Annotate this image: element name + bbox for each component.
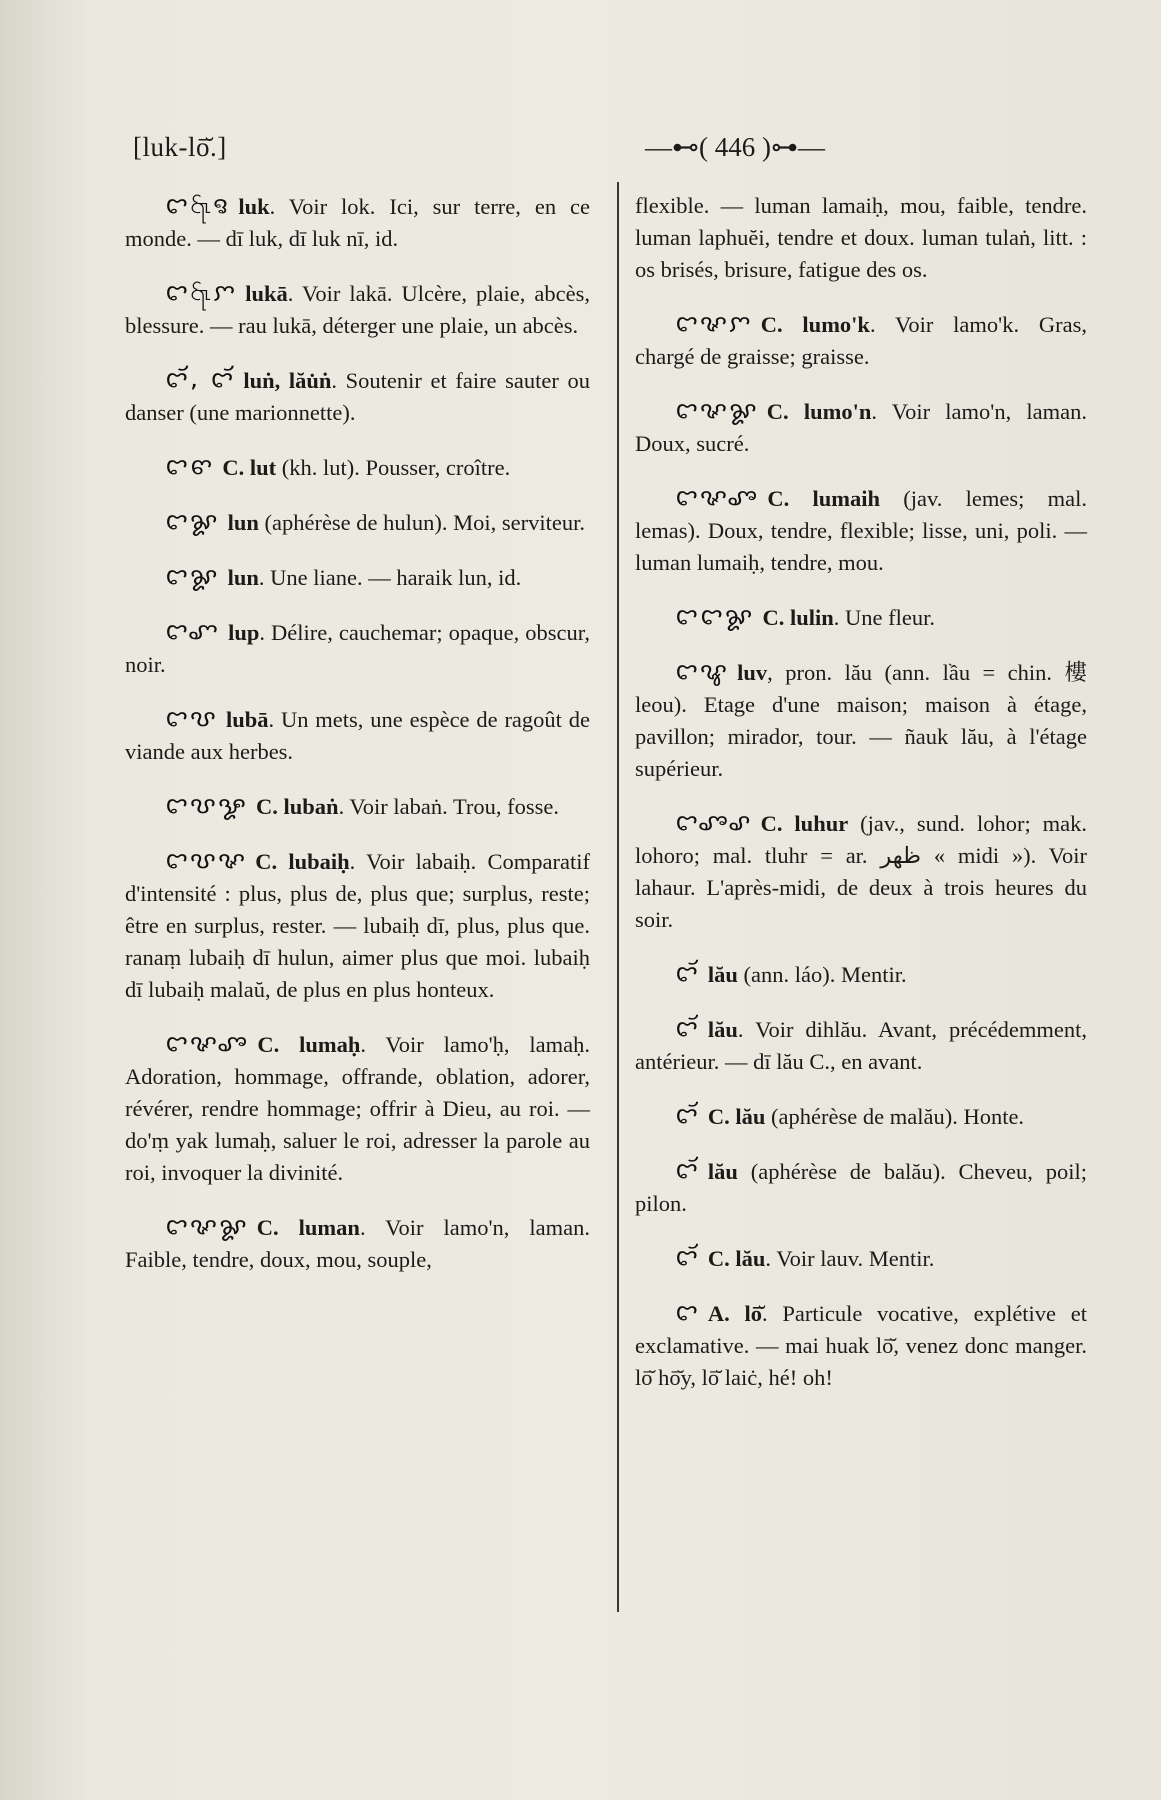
dictionary-entry bbox=[635, 958, 1087, 991]
dictionary-entry bbox=[125, 451, 590, 484]
entry-headword: A. lō̆ bbox=[707, 1301, 762, 1326]
entry-headword: lău bbox=[707, 1159, 738, 1184]
entry-headword: C. lumaḥ bbox=[257, 1032, 361, 1057]
entry-definition: flexible. — luman lamaiḥ, mou, faible, tendre. luman laphuĕi, tendre et doux. luman tulaṅ, litt. : os brisés, brisure, fatigue des os. bbox=[635, 193, 1087, 282]
column-divider bbox=[617, 182, 619, 1612]
entry-definition: (ann. láo). Mentir. bbox=[737, 962, 907, 987]
dictionary-entry bbox=[125, 277, 590, 342]
entry-headword: C. lubaṅ bbox=[256, 794, 339, 819]
entry-definition: . Voir lok. Ici, sur terre, en ce monde. — dī luk, dī luk nī, id. bbox=[125, 194, 590, 251]
dictionary-entry bbox=[635, 1155, 1087, 1220]
entry-definition: . Voir lakā. Ulcère, plaie, abcès, blessure. — rau lukā, déterger une plaie, un abcès. bbox=[125, 281, 590, 338]
entry-definition: (kh. lut). Pousser, croître. bbox=[276, 455, 511, 480]
dictionary-entry bbox=[635, 1242, 1087, 1275]
entry-definition: . Voir labaṅ. Trou, fosse. bbox=[338, 794, 560, 819]
cham-script-glyph: ꨤꨚ bbox=[165, 618, 221, 646]
entry-headword: C. lău bbox=[707, 1246, 766, 1271]
entry-headword: lun bbox=[227, 565, 259, 590]
cham-script-glyph: ꨤꨟꨨ bbox=[165, 1030, 250, 1058]
cham-script-glyph: ꨤꨮ bbox=[675, 1244, 700, 1272]
entry-headword: lup bbox=[228, 620, 260, 645]
entry-headword: luv bbox=[737, 660, 768, 685]
entry-headword: C. lulin bbox=[762, 605, 834, 630]
cham-script-glyph: ꨤꨮ bbox=[675, 1157, 700, 1185]
dictionary-entry bbox=[635, 1013, 1087, 1078]
entry-definition: . Voir lamo'ḥ, lamaḥ. Adoration, hommage, offrande, oblation, adorer, révérer, rendre hommage; offrir à Dieu, au roi. — do'ṃ yak lumaḥ, saluer le roi, adresser la parole au roi, invoquer la divinité. bbox=[125, 1032, 590, 1185]
entry-definition: . Délire, cauchemar; opaque, obscur, noir. bbox=[125, 620, 590, 677]
entry-definition: (jav. lemes; mal. lemas). Doux, tendre, flexible; lisse, uni, poli. — luman lumaiḥ, tendre, mou. bbox=[635, 486, 1087, 575]
cham-script-glyph: ꨤꨮ bbox=[675, 1015, 700, 1043]
entry-definition: . Voir lamo'n, laman. Faible, tendre, doux, mou, souple, bbox=[125, 1215, 590, 1272]
entry-definition: . Voir lamo'n, laman. Doux, sucré. bbox=[635, 399, 1087, 456]
dictionary-entry bbox=[125, 703, 590, 768]
entry-headword: C. lumaih bbox=[767, 486, 881, 511]
cham-script-glyph: ꨤꨟꨙ bbox=[165, 1213, 249, 1241]
dictionary-entry bbox=[125, 616, 590, 681]
dictionary-entry bbox=[125, 845, 590, 1006]
dictionary-entry bbox=[125, 506, 590, 539]
cham-script-glyph: ꨤꨨꨣ bbox=[675, 809, 753, 837]
entry-headword: C. luman bbox=[256, 1215, 360, 1240]
dictionary-entry bbox=[125, 790, 590, 823]
cham-script-glyph: ꨤꨮ bbox=[675, 1102, 700, 1130]
dictionary-entry bbox=[125, 1028, 590, 1189]
dictionary-entry bbox=[125, 364, 590, 429]
cham-script-glyph: ꨤꨤꨙ bbox=[675, 603, 755, 631]
page-number: —⊷( 446 )⊶— bbox=[645, 132, 825, 162]
entry-definition: . Un mets, une espèce de ragoût de viande aux herbes. bbox=[125, 707, 590, 764]
cham-script-glyph: ꨤꨥ bbox=[675, 658, 730, 686]
cham-script-glyph: ꨤꨝꨋ bbox=[165, 792, 249, 820]
dictionary-entry bbox=[635, 1100, 1087, 1133]
entry-headword: C. lut bbox=[222, 455, 277, 480]
page-header bbox=[125, 128, 1070, 168]
dictionary-entry bbox=[635, 656, 1087, 785]
entry-definition: . Une fleur. bbox=[833, 605, 935, 630]
dictionary-entry bbox=[635, 190, 1087, 286]
cham-script-glyph: ꨤꨟꨆ bbox=[675, 310, 753, 338]
entry-headword: lukā bbox=[245, 281, 288, 306]
entry-headword: C. lubaiḥ bbox=[255, 849, 350, 874]
cham-script-glyph: ꨤꨝꨟ bbox=[165, 847, 248, 875]
entry-headword: lău bbox=[707, 962, 738, 987]
right-column bbox=[635, 190, 1087, 1416]
cham-script-glyph: ꨤꨟꨙ bbox=[675, 397, 759, 425]
entry-definition: . Une liane. — haraik lun, id. bbox=[258, 565, 522, 590]
cham-script-glyph: ꨤꨝ bbox=[165, 705, 218, 733]
entry-headword: C. lumo'n bbox=[766, 399, 872, 424]
entry-definition: , pron. lău (ann. lầu = chin. 樓 leou). Etage d'une maison; maison à étage, pavillon; mirador, tour. — ñauk lău, à l'étage supérieur. bbox=[635, 660, 1087, 781]
entry-headword: C. lău bbox=[707, 1104, 766, 1129]
entry-definition: . Voir lauv. Mentir. bbox=[765, 1246, 935, 1271]
cham-script-glyph: ꨤꨮ bbox=[675, 960, 700, 988]
left-column bbox=[125, 190, 590, 1298]
cham-script-glyph: ꨤ꩷ꨅ bbox=[165, 192, 231, 220]
dictionary-entry bbox=[635, 601, 1087, 634]
entry-range: [luk-lō̆.] bbox=[133, 132, 227, 162]
cham-script-glyph: ꨤꨓ bbox=[165, 453, 215, 481]
entry-headword: lubā bbox=[225, 707, 269, 732]
entry-definition: (aphérèse de hulun). Moi, serviteur. bbox=[258, 510, 586, 535]
entry-definition: (jav., sund. lohor; mak. lohoro; mal. tluhr = ar. ظهر « midi »). Voir lahaur. L'après-midi, de deux à trois heures du soir. bbox=[635, 811, 1088, 932]
cham-script-glyph: ꨤꨙ bbox=[165, 508, 220, 536]
entry-definition: (aphérèse de balău). Cheveu, poil; pilon. bbox=[635, 1159, 1087, 1216]
cham-script-glyph: ꨤ bbox=[675, 1299, 700, 1327]
entry-definition: . Voir labaiḥ. Comparatif d'intensité : plus, plus de, plus que; surplus, reste; être en surplus, rester. — lubaiḥ dī, plus, plus que. ranaṃ lubaiḥ dī hulun, aimer plus que moi. lubaiḥ dī lubaiḥ malaŭ, de plus en plus honteux. bbox=[125, 849, 590, 1002]
entry-definition: . Particule vocative, explétive et exclamative. — mai huak lō̆, venez donc manger. lō̆ hō̆y, lō̆ laiċ, hé! oh! bbox=[635, 1301, 1087, 1390]
dictionary-entry bbox=[635, 1297, 1087, 1394]
dictionary-entry bbox=[635, 482, 1087, 579]
entry-definition: . Voir dihlău. Avant, précédemment, antérieur. — dī lău C., en avant. bbox=[635, 1017, 1087, 1074]
cham-script-glyph: ꨤ꩷ꨆ bbox=[165, 279, 238, 307]
entry-headword: C. lumo'k bbox=[760, 312, 870, 337]
entry-definition: . Voir lamo'k. Gras, chargé de graisse; graisse. bbox=[635, 312, 1087, 369]
entry-definition: . Soutenir et faire sauter ou danser (une marionnette). bbox=[125, 368, 590, 425]
entry-headword: C. luhur bbox=[760, 811, 849, 836]
cham-script-glyph: ꨤꨙ bbox=[165, 563, 220, 591]
entry-headword: lău bbox=[707, 1017, 738, 1042]
dictionary-entry bbox=[635, 308, 1087, 373]
entry-headword: lun bbox=[227, 510, 259, 535]
cham-script-glyph: ꨤꨮꨮ, ꨤꨮꨮ bbox=[165, 366, 236, 394]
entry-headword: luk bbox=[238, 194, 270, 219]
cham-script-glyph: ꨤꨟꨨ bbox=[675, 484, 760, 512]
dictionary-entry bbox=[125, 561, 590, 594]
dictionary-entry bbox=[125, 190, 590, 255]
dictionary-entry bbox=[635, 807, 1087, 936]
dictionary-entry bbox=[635, 395, 1087, 460]
dictionary-entry bbox=[125, 1211, 590, 1276]
entry-definition: (aphérèse de malău). Honte. bbox=[765, 1104, 1025, 1129]
entry-headword: luṅ, lău̇ṅ bbox=[243, 368, 332, 393]
